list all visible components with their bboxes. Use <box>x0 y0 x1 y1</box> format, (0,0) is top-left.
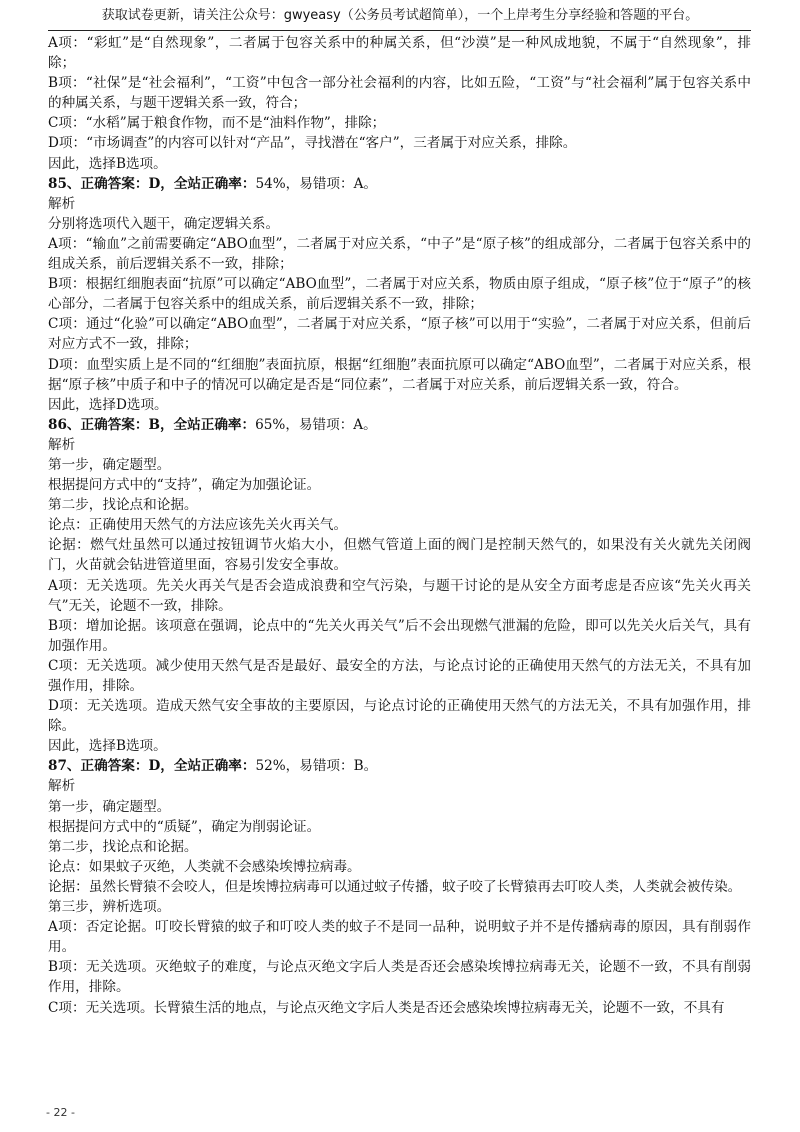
line: 第三步，辨析选项。 <box>48 899 171 916</box>
line: A项：无关选项。先关火再关气是否会造成浪费和空气污染，与题干讨论的是从安全方面考虑是否应该“先关火再关气”无关，论题不一致，排除。 <box>48 577 751 614</box>
line: D项：“市场调查”的内容可以针对“产品”，寻找潜在“客户”，三者属于对应关系，排除。 <box>48 135 577 152</box>
analysis-label: 解析 <box>48 195 76 212</box>
line: 第一步，确定题型。 <box>48 798 171 815</box>
question-87-answer <box>48 756 751 776</box>
q87-head: 87、正确答案：D，全站正确率： <box>48 758 256 775</box>
line: 论据：燃气灶虽然可以通过按钮调节火焰大小，但燃气管道上面的阀门是控制天然气的，如果没有关火就先关闭阀门，火苗就会钻进管道里面，容易引发安全事故。 <box>48 537 751 574</box>
line: 根据提问方式中的“质疑”，确定为削弱论证。 <box>48 818 321 835</box>
line: B项：增加论据。该项意在强调，论点中的“先关火再关气”后不会出现燃气泄漏的危险，即可以先关火后关气，具有加强作用。 <box>48 617 751 654</box>
q85-head: 85、正确答案：D，全站正确率： <box>48 175 256 192</box>
line: 论点：如果蚊子灭绝，人类就不会感染埃博拉病毒。 <box>48 858 361 875</box>
q85-rate: 54%，易错项：A。 <box>255 175 378 192</box>
line: D项：无关选项。造成天然气安全事故的主要原因，与论点讨论的正确使用天然气的方法无关，不具有加强作用，排除。 <box>48 698 751 735</box>
line: A项：“输血”之前需要确定“ABO血型”，二者属于对应关系，“中子”是“原子核”的组成部分，二者属于包容关系中的组成关系，前后逻辑关系不一致，排除； <box>48 235 751 273</box>
line: 第二步，找论点和论据。 <box>48 838 198 855</box>
q86-rate: 65%，易错项：A。 <box>255 416 377 433</box>
line: A项：否定论据。叮咬长臂猿的蚊子和叮咬人类的蚊子不是同一品种，说明蚊子并不是传播病毒的原因，具有削弱作用。 <box>48 919 751 956</box>
line: 因此，选择D选项。 <box>48 396 168 413</box>
q86-head: 86、正确答案：B，全站正确率： <box>48 416 256 433</box>
q87-rate: 52%，易错项：B。 <box>255 758 378 775</box>
line: C项：无关选项。长臂猿生活的地点，与论点灭绝文字后人类是否还会感染埃博拉病毒无关，论题不一致，不具有 <box>48 999 725 1016</box>
line: C项：通过“化验”可以确定“ABO血型”，二者属于对应关系，“原子核”可以用于“实验”，二者属于对应关系，但前后对应方式不一致，排除； <box>48 316 751 353</box>
line: 因此，选择B选项。 <box>48 155 167 172</box>
line: 第二步，找论点和论据。 <box>48 497 198 514</box>
line: B项：“社保”是“社会福利”，“工资”中包含一部分社会福利的内容，比如五险，“工资”与“社会福利”属于包容关系中的种属关系，与题干逻辑关系一致，符合； <box>48 75 751 112</box>
page-header: 获取试卷更新，请关注公众号：gwyeasy（公务员考试超简单），一个上岸考生分享经验和答题的平台。 <box>101 8 699 23</box>
line: B项：无关选项。灭绝蚊子的难度，与论点灭绝文字后人类是否还会感染埃博拉病毒无关，论题不一致，不具有削弱作用，排除。 <box>48 959 751 996</box>
line: 论据：虽然长臂猿不会咬人，但是埃博拉病毒可以通过蚊子传播，蚊子咬了长臂猿再去叮咬人类，人类就会被传染。 <box>48 878 742 895</box>
line: C项：无关选项。减少使用天然气是否是最好、最安全的方法，与论点讨论的正确使用天然气的方法无关，不具有加强作用，排除。 <box>48 657 751 694</box>
document-body <box>48 33 751 1018</box>
line: 分别将选项代入题干，确定逻辑关系。 <box>48 215 280 232</box>
page-number: - 22 - <box>46 1106 75 1119</box>
line: 论点：正确使用天然气的方法应该先关火再关气。 <box>48 517 348 534</box>
header-divider <box>48 30 751 31</box>
line: 根据提问方式中的“支持”，确定为加强论证。 <box>48 477 321 494</box>
question-85-answer <box>48 174 751 194</box>
line: C项：“水稻”属于粮食作物，而不是“油料作物”，排除； <box>48 115 386 132</box>
line: B项：根据红细胞表面“抗原”可以确定“ABO血型”，二者属于对应关系，物质由原子组成，“原子核”位于“原子”的核心部分，二者属于包容关系中的组成关系，前后逻辑关系不一致，排除； <box>48 276 751 313</box>
line: 第一步，确定题型。 <box>48 456 171 473</box>
line: D项：血型实质上是不同的“红细胞”表面抗原，根据“红细胞”表面抗原可以确定“ABO血型”，二者属于对应关系，根据“原子核”中质子和中子的情况可以确定是否是“同位素”，二者属于对应关系，前后逻辑关系一致，符合。 <box>48 356 751 393</box>
analysis-label: 解析 <box>48 436 76 453</box>
analysis-label: 解析 <box>48 778 76 795</box>
question-86-answer <box>48 415 751 435</box>
line: 因此，选择B选项。 <box>48 738 167 755</box>
line: A项：“彩虹”是“自然现象”，二者属于包容关系中的种属关系，但“沙漠”是一种风成地貌，不属于“自然现象”，排除； <box>48 35 751 72</box>
